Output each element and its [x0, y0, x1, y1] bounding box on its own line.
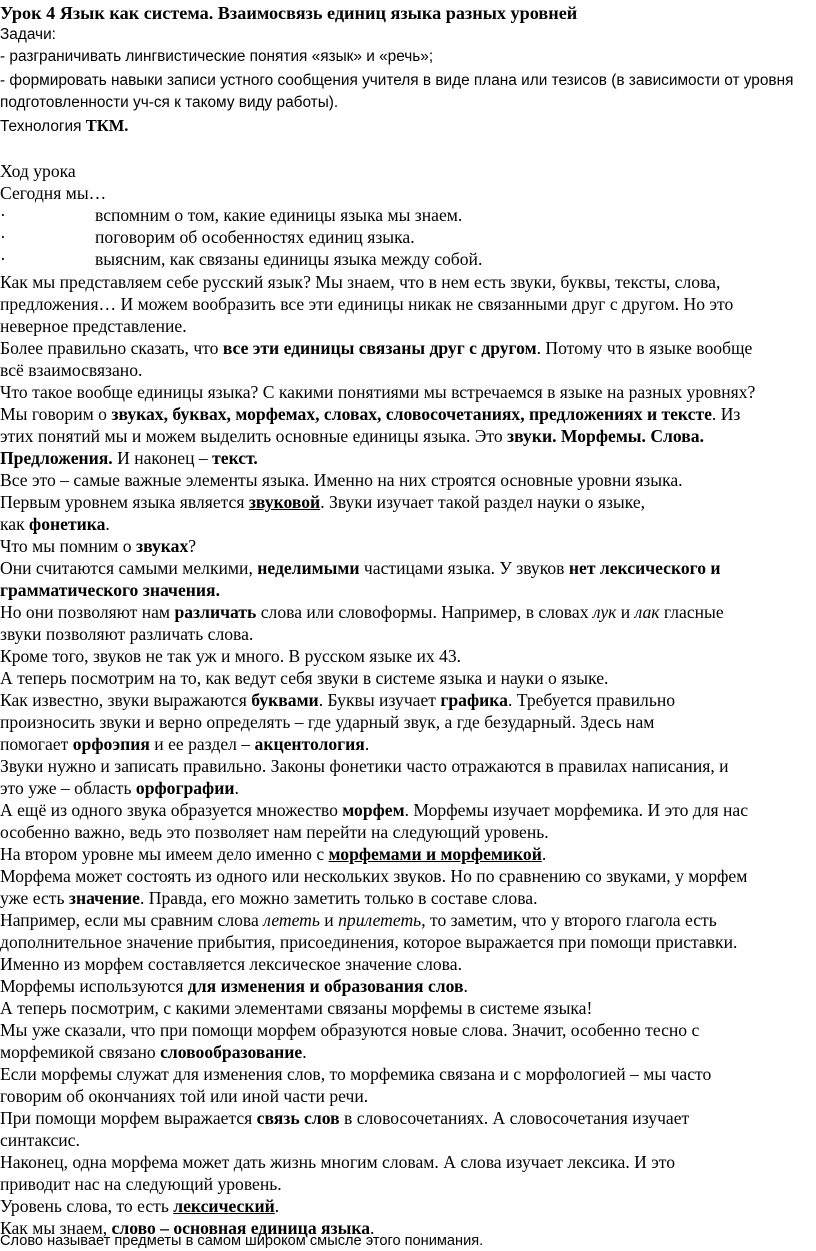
paragraph-line: Что такое вообще единицы языка? С какими понятиями мы встречаемся в языке на разных уровнях?: [0, 382, 756, 402]
text-run: и: [319, 910, 339, 930]
task-2-line-2: подготовленности уч-ся к такому виду работы).: [0, 94, 339, 111]
text-run: .: [302, 1042, 307, 1062]
paragraph-line: Морфема может состоять из одного или нескольких звуков. Но по сравнению со звуками, у морфем: [0, 866, 748, 886]
paragraph-line: Слово называет предметы в самом широком смысле этого понимания.: [0, 1233, 484, 1249]
paragraph-line: [0, 975, 468, 997]
text-run: это уже – область: [0, 778, 136, 798]
text-run: слова или словоформы. Например, в словах: [256, 602, 593, 622]
bold-run: графика: [440, 690, 508, 710]
paragraph-line: особенно важно, ведь это позволяет нам перейти на следующий уровень.: [0, 822, 549, 842]
paragraph-line: неверное представление.: [0, 316, 187, 336]
paragraph-line: [0, 777, 239, 799]
paragraph-line: говорим об окончаниях той или иной части речи.: [0, 1086, 369, 1106]
bullet-text: поговорим об особенностях единиц языка.: [95, 227, 415, 247]
paragraph-line: Кроме того, звуков не так уж и много. В русском языке их 43.: [0, 646, 462, 666]
text-run: Например, если мы сравним слова: [0, 910, 264, 930]
bold-run: фонетика: [29, 514, 106, 534]
paragraph-line: [0, 557, 721, 579]
paragraph-line: синтаксис.: [0, 1130, 80, 1150]
text-run: .: [541, 844, 547, 864]
bold-run: буквами: [251, 690, 319, 710]
tasks-label: Задачи:: [0, 26, 56, 43]
bold-underlined-run: лексический: [173, 1196, 275, 1216]
paragraph-line: всё взаимосвязано.: [0, 360, 143, 380]
paragraph-line: [0, 1195, 279, 1217]
paragraph-line: [0, 799, 748, 821]
paragraph-line: [0, 447, 258, 469]
text-run: .: [105, 514, 110, 534]
text-run: уже есть: [0, 888, 69, 908]
italic-run: прилететь: [338, 910, 422, 930]
bold-run: Предложения.: [0, 448, 113, 468]
bold-run: текст.: [212, 448, 258, 468]
technology-value: ТКМ.: [85, 116, 129, 135]
text-run: Мы говорим о: [0, 404, 112, 424]
bullet-marker: ·: [0, 205, 6, 225]
paragraph-line: [0, 909, 717, 931]
technology-line: [0, 115, 128, 138]
paragraph-line: [0, 535, 196, 557]
paragraph-line: произносить звуки и верно определять – где ударный звук, а где безударный. Здесь нам: [0, 712, 655, 732]
paragraph-line: Именно из морфем составляется лексическое значение слова.: [0, 954, 462, 974]
paragraph-line: [0, 601, 724, 623]
bold-run: для изменения и образования слов: [187, 976, 464, 996]
text-run: . Буквы изучает: [318, 690, 441, 710]
text-run: Уровень слова, то есть: [0, 1196, 174, 1216]
text-run: . Морфемы изучает морфемика. И это для нас: [404, 800, 749, 820]
bold-run: слово – основная единица языка: [111, 1218, 371, 1238]
text-run: .: [463, 976, 468, 996]
text-run: гласные: [659, 602, 724, 622]
course-heading: Ход урока: [0, 161, 76, 181]
bold-run: звуках: [136, 536, 189, 556]
text-run: . Правда, его можно заметить только в составе слова.: [140, 888, 538, 908]
text-run: . Звуки изучает такой раздел науки о языке,: [320, 492, 646, 512]
bold-run: орфоэпия: [72, 734, 150, 754]
text-run: и ее раздел –: [149, 734, 255, 754]
bold-underlined-run: звуковой: [248, 492, 321, 512]
text-run: как: [0, 514, 30, 534]
paragraph-line: [0, 887, 538, 909]
paragraph-line: [0, 513, 110, 535]
text-run: . Из: [711, 404, 741, 424]
lesson-title: Урок 4 Язык как система. Взаимосвязь единиц языка разных уровней: [0, 3, 578, 23]
task-2-line-1: - формировать навыки записи устного сообщения учителя в виде плана или тезисов (в зависимости от уровня: [0, 72, 794, 89]
text-run: Но они позволяют нам: [0, 602, 175, 622]
paragraph-line: [0, 403, 740, 425]
text-run: .: [370, 1218, 375, 1238]
bold-run: значение: [68, 888, 140, 908]
bullet-text: выясним, как связаны единицы языка между собой.: [95, 249, 483, 269]
paragraph-line: [0, 843, 546, 865]
paragraph-line: Звуки нужно и записать правильно. Законы фонетики часто отражаются в правилах написания, и: [0, 756, 729, 776]
bold-run: различать: [174, 602, 257, 622]
text-run: . Требуется правильно: [507, 690, 676, 710]
paragraph-line: предложения… И можем вообразить все эти единицы никак не связанными друг с другом. Но это: [0, 294, 734, 314]
text-run: При помощи морфем выражается: [0, 1108, 257, 1128]
paragraph-line: Мы уже сказали, что при помощи морфем образуются новые слова. Значит, особенно тесно с: [0, 1020, 700, 1040]
text-run: Как известно, звуки выражаются: [0, 690, 252, 710]
bold-run: грамматического значения.: [0, 580, 220, 600]
bullet-text: вспомним о том, какие единицы языка мы знаем.: [95, 205, 463, 225]
bold-run: орфографии: [135, 778, 235, 798]
paragraph-line: Как мы представляем себе русский язык? Мы знаем, что в нем есть звуки, буквы, тексты, слова,: [0, 272, 721, 292]
bullet-marker: ·: [0, 227, 6, 247]
bold-run: словообразование: [160, 1042, 303, 1062]
paragraph-line: [0, 689, 675, 711]
text-run: Морфемы используются: [0, 976, 188, 996]
paragraph-line: [0, 491, 645, 513]
text-run: .: [234, 778, 239, 798]
paragraph-line: А теперь посмотрим, с какими элементами связаны морфемы в системе языка!: [0, 998, 593, 1018]
text-run: в словосочетаниях. А словосочетания изучает: [339, 1108, 690, 1128]
bold-run: неделимыми: [257, 558, 360, 578]
paragraph-line: приводит нас на следующий уровень.: [0, 1174, 282, 1194]
text-run: ?: [188, 536, 197, 556]
text-run: . Потому что в языке вообще: [536, 338, 753, 358]
paragraph-line: Все это – самые важные элементы языка. Именно на них строятся основные уровни языка.: [0, 470, 683, 490]
paragraph-line: звуки позволяют различать слова.: [0, 624, 254, 644]
bold-underlined-run: морфемами и морфемикой: [328, 844, 542, 864]
italic-run: лак: [634, 602, 660, 622]
bold-run: связь слов: [256, 1108, 340, 1128]
text-run: И наконец –: [112, 448, 213, 468]
bold-run: звуки. Морфемы. Слова.: [507, 426, 704, 446]
bold-run: нет лексического и: [568, 558, 721, 578]
task-1: - разграничивать лингвистические понятия «язык» и «речь»;: [0, 48, 434, 65]
italic-run: лететь: [263, 910, 320, 930]
bold-run: звуках, буквах, морфемах, словах, словосочетаниях, предложениях и тексте: [111, 404, 712, 424]
paragraph-line: [0, 425, 704, 447]
paragraph-line: дополнительное значение прибытия, присоединения, которое выражается при помощи приставки.: [0, 932, 738, 952]
paragraph-line: Если морфемы служат для изменения слов, то морфемика связана и с морфологией – мы часто: [0, 1064, 712, 1084]
text-run: , то заметим, что у второго глагола есть: [421, 910, 717, 930]
text-run: Как мы знаем,: [0, 1218, 112, 1238]
paragraph-line: [0, 1107, 689, 1129]
bullet-marker: ·: [0, 249, 6, 269]
bold-run: акцентология: [254, 734, 365, 754]
technology-label: Технология: [0, 118, 86, 135]
text-run: Более правильно сказать, что: [0, 338, 223, 358]
paragraph-line: Наконец, одна морфема может дать жизнь многим словам. А слова изучает лексика. И это: [0, 1152, 676, 1172]
paragraph-line: [0, 1041, 307, 1063]
text-run: этих понятий мы и можем выделить основные единицы языка. Это: [0, 426, 508, 446]
text-run: А ещё из одного звука образуется множество: [0, 800, 343, 820]
course-today: Сегодня мы…: [0, 183, 107, 203]
text-run: частицами языка. У звуков: [359, 558, 569, 578]
text-run: .: [274, 1196, 280, 1216]
paragraph-line: А теперь посмотрим на то, как ведут себя звуки в системе языка и науки о языке.: [0, 668, 609, 688]
text-run: и: [616, 602, 635, 622]
text-run: помогает: [0, 734, 73, 754]
italic-run: лук: [592, 602, 617, 622]
bold-run: все эти единицы связаны друг с другом: [222, 338, 537, 358]
text-run: Они считаются самыми мелкими,: [0, 558, 258, 578]
bold-run: морфем: [342, 800, 405, 820]
paragraph-line: [0, 733, 369, 755]
text-run: На втором уровне мы имеем дело именно с: [0, 844, 329, 864]
text-run: Что мы помним о: [0, 536, 137, 556]
text-run: морфемикой связано: [0, 1042, 161, 1062]
text-run: Первым уровнем языка является: [0, 492, 249, 512]
paragraph-line: [0, 579, 220, 601]
text-run: .: [364, 734, 370, 754]
paragraph-line: [0, 337, 752, 359]
